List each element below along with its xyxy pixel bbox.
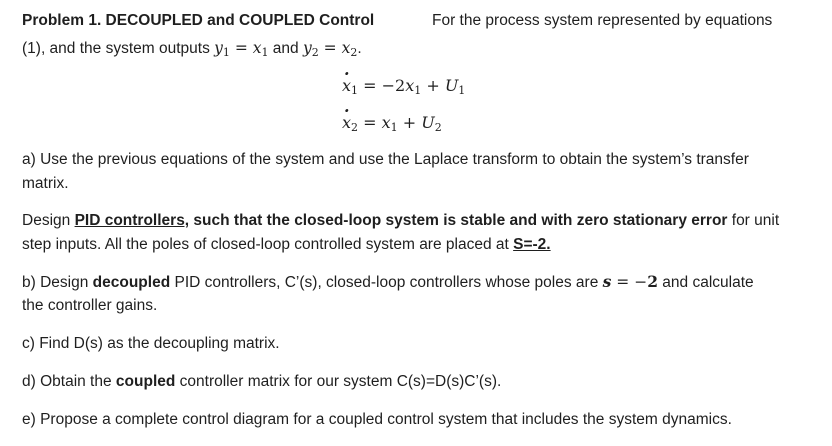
intro-text-b: and: [268, 40, 303, 57]
intro-text-a: (1), and the system outputs: [22, 40, 215, 57]
part-c-line: c) Find D(s) as the decoupling matrix.: [22, 335, 280, 352]
problem-title-line: [22, 11, 374, 31]
design-line-2: step inputs. All the poles of closed-loop controlled system are placed at S=-2.: [22, 236, 551, 253]
part-b-line-2: the controller gains.: [22, 297, 158, 314]
design-line-1: Design PID controllers, such that the closed-loop system is stable and with zero stationary error for unit: [22, 212, 780, 229]
equation-1: · $x_1 = -2x_1 + U_1$: [342, 75, 465, 102]
part-a-line-2: matrix.: [22, 175, 69, 192]
part-a-line-1: a) Use the previous equations of the system and use the Laplace transform to obtain the system’s transfer: [22, 151, 749, 168]
y2-equation: $y_2 = x_2$: [302, 39, 358, 59]
equation-2: · $x_2 = x_1 + U_2$: [342, 112, 442, 139]
y1-equation: $y_1 = x_1$: [214, 39, 269, 59]
intro-line-2: [22, 38, 362, 63]
part-d-line: d) Obtain the coupled controller matrix for our system C(s)=D(s)C’(s).: [22, 373, 502, 390]
pid-controllers-link-text: PID controllers,: [74, 212, 190, 229]
intro-text-c: .: [357, 40, 362, 57]
pole-location: S=-2.: [513, 236, 551, 253]
intro-right: For the process system represented by equations: [432, 12, 773, 29]
part-e-line: e) Propose a complete control diagram for a coupled control system that includes the system dynamics.: [22, 411, 732, 428]
problem-title: Problem 1. DECOUPLED and COUPLED Control: [22, 12, 375, 29]
part-b-line-1: b) Design decoupled PID controllers, C’(s), closed-loop controllers whose poles are s = −2 and calculate: [22, 272, 754, 291]
